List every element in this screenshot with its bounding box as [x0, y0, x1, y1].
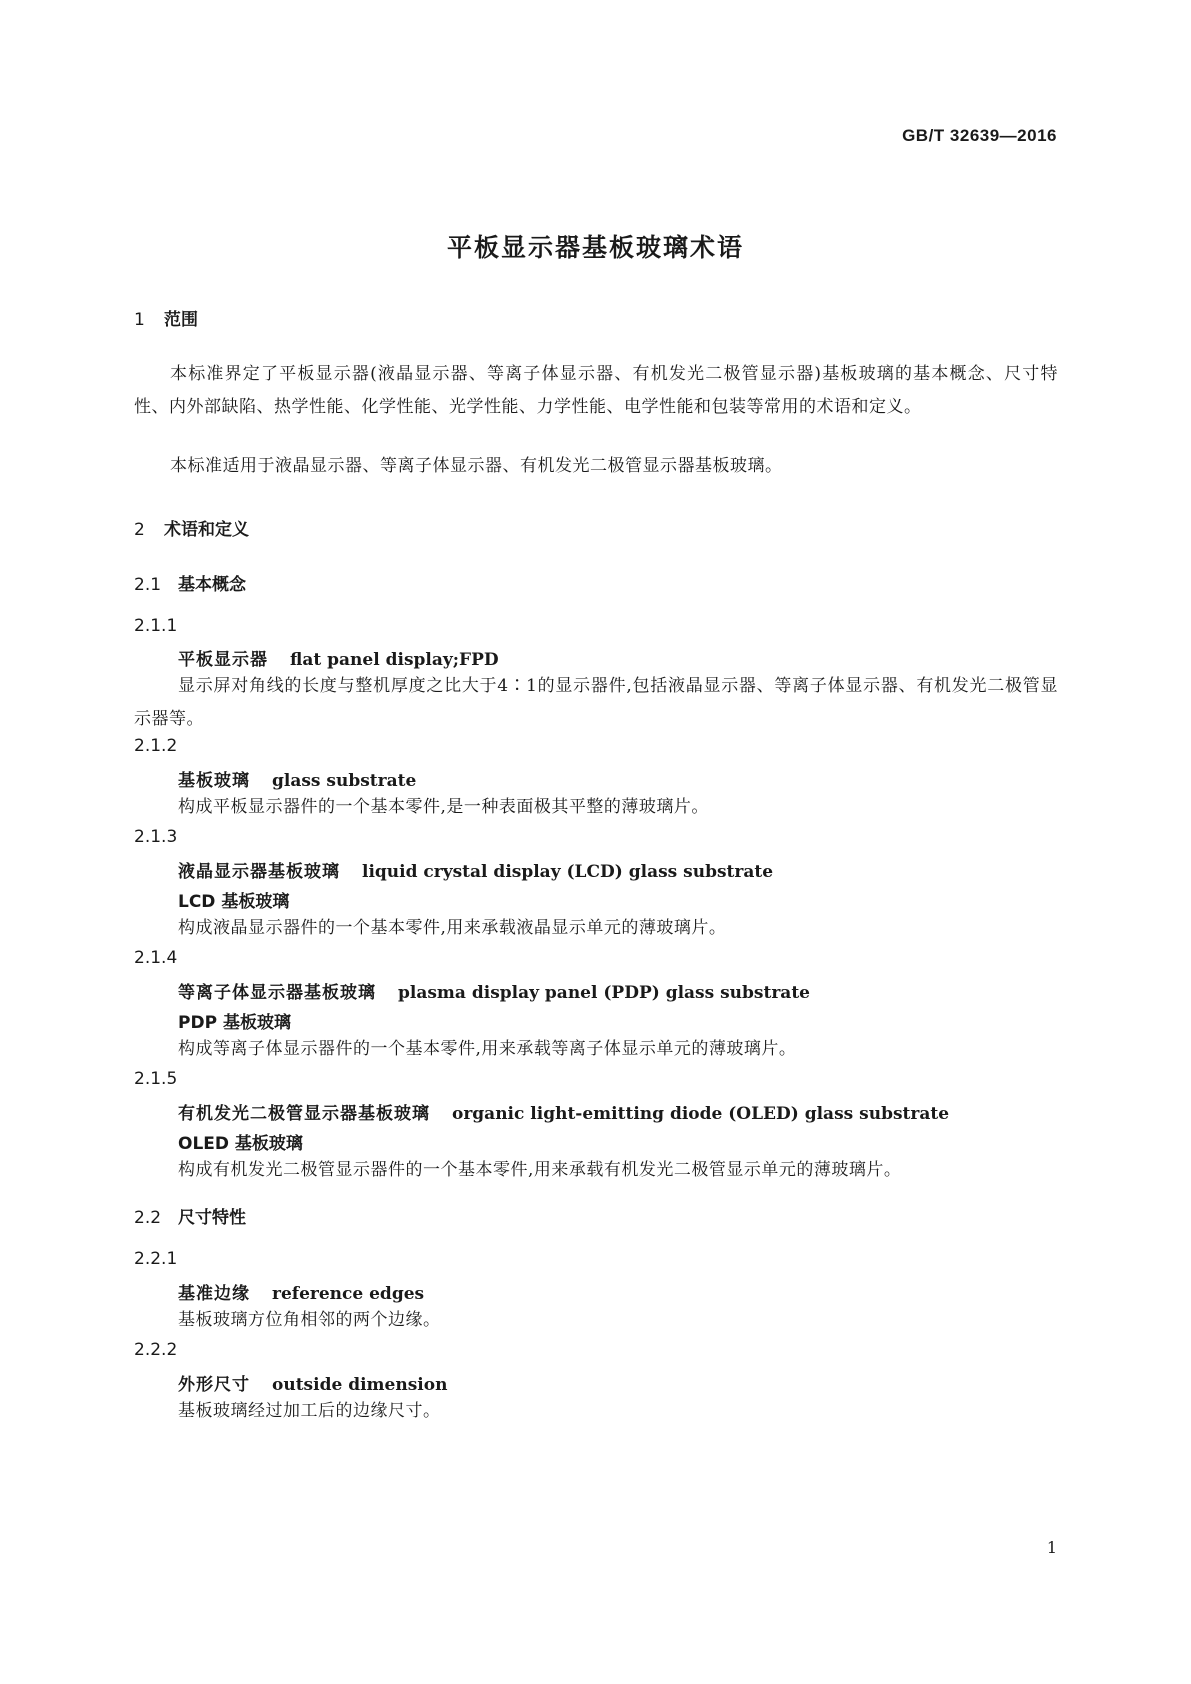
clause-number: 2.1.3 — [134, 827, 178, 847]
clause-number: 2.1.4 — [134, 948, 178, 968]
term-chinese: 平板显示器 — [178, 650, 268, 670]
term-english: outside dimension — [272, 1375, 448, 1395]
document-title: 平板显示器基板玻璃术语 — [446, 233, 744, 262]
subsection-number: 2.2 — [134, 1208, 162, 1228]
term-chinese: 基板玻璃 — [178, 771, 250, 791]
subsection-title: 尺寸特性 — [178, 1208, 246, 1228]
clause-number: 2.2.1 — [134, 1249, 178, 1269]
section-heading-terms — [134, 515, 249, 540]
section-heading-scope — [134, 305, 198, 330]
clause-number: 2.1.1 — [134, 616, 178, 636]
term-chinese: 液晶显示器基板玻璃 — [178, 862, 340, 882]
term-english: reference edges — [272, 1284, 425, 1304]
term-entry — [178, 766, 416, 791]
term-definition: 构成等离子体显示器件的一个基本零件,用来承载等离子体显示单元的薄玻璃片。 — [178, 1039, 797, 1059]
alternative-term: LCD 基板玻璃 — [178, 892, 290, 912]
section-number: 1 — [134, 310, 145, 330]
term-english: plasma display panel (PDP) glass substrate — [398, 983, 810, 1003]
term-chinese: 有机发光二极管显示器基板玻璃 — [178, 1104, 430, 1124]
subsection-heading-basic-concepts — [134, 570, 246, 595]
scope-paragraph-1: 本标准界定了平板显示器(液晶显示器、等离子体显示器、有机发光二极管显示器)基板玻璃的基本概念、尺寸特性、内外部缺陷、热学性能、化学性能、光学性能、力学性能、电学性能和包装等常用的术语和定义。 — [134, 364, 1058, 417]
clause-number: 2.1.5 — [134, 1069, 178, 1089]
term-definition: 构成平板显示器件的一个基本零件,是一种表面极其平整的薄玻璃片。 — [178, 797, 709, 817]
term-english: flat panel display;FPD — [290, 650, 499, 670]
page-number: 1 — [1046, 1538, 1057, 1557]
term-entry — [178, 1099, 949, 1124]
term-english: glass substrate — [272, 771, 417, 791]
scope-paragraph-2: 本标准适用于液晶显示器、等离子体显示器、有机发光二极管显示器基板玻璃。 — [170, 456, 783, 476]
alternative-term: PDP 基板玻璃 — [178, 1013, 291, 1033]
term-definition: 显示屏对角线的长度与整机厚度之比大于4∶1的显示器件,包括液晶显示器、等离子体显示器、有机发光二极管显示器等。 — [134, 676, 1058, 729]
term-entry — [178, 1370, 447, 1395]
term-definition: 构成有机发光二极管显示器件的一个基本零件,用来承载有机发光二极管显示单元的薄玻璃片。 — [178, 1160, 902, 1180]
section-title: 术语和定义 — [164, 520, 249, 540]
term-entry — [178, 645, 499, 670]
subsection-number: 2.1 — [134, 575, 162, 595]
subsection-title: 基本概念 — [178, 575, 246, 595]
standard-code: GB/T 32639—2016 — [902, 126, 1057, 145]
section-title: 范围 — [164, 310, 198, 330]
alternative-term: OLED 基板玻璃 — [178, 1134, 303, 1154]
term-chinese: 基准边缘 — [178, 1284, 250, 1304]
clause-number: 2.2.2 — [134, 1340, 178, 1360]
term-definition: 构成液晶显示器件的一个基本零件,用来承载液晶显示单元的薄玻璃片。 — [178, 918, 727, 938]
term-definition: 基板玻璃方位角相邻的两个边缘。 — [178, 1310, 441, 1330]
section-number: 2 — [134, 520, 145, 540]
subsection-heading-dimensional-characteristics — [134, 1203, 246, 1228]
clause-number: 2.1.2 — [134, 736, 178, 756]
term-entry — [178, 978, 810, 1003]
term-entry — [178, 1279, 424, 1304]
term-english: organic light-emitting diode (OLED) glass substrate — [452, 1104, 950, 1124]
term-english: liquid crystal display (LCD) glass substrate — [362, 862, 774, 882]
term-chinese: 外形尺寸 — [178, 1375, 250, 1395]
term-entry — [178, 857, 773, 882]
term-definition: 基板玻璃经过加工后的边缘尺寸。 — [178, 1401, 441, 1421]
term-chinese: 等离子体显示器基板玻璃 — [178, 983, 376, 1003]
